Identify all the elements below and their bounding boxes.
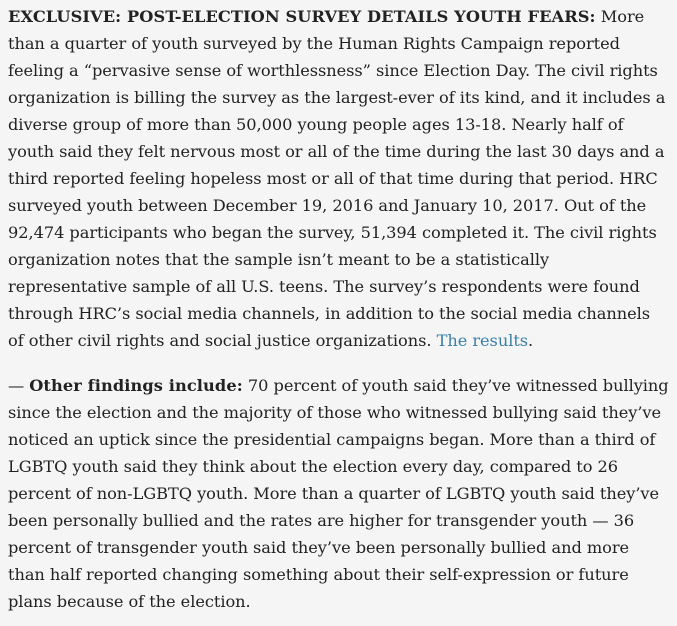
survey-body-text: More than a quarter of youth surveyed by the Human Rights Campaign reported feeling a “pervasive sense of worthlessness” since Election Day. The civil rights organization is billing the survey as the largest-ever of its kind, and it includes a diverse group of more than 50,000 young people ages 13-18. Nearly half of youth said they felt nervous most or all of the time during the last 30 days and a third reported feeling hopeless most or all of that time during that period. HRC surveyed youth between December 19, 2016 and January 10, 2017. Out of the 92,474 participants who began the survey, 51,394 completed it. The civil rights organization notes that the sample isn’t meant to be a statistically representative sample of all U.S. teens. The survey’s respondents were found through HRC’s social media channels, in addition to the social media channels of other civil rights and social justice organizations.	[8, 7, 666, 350]
findings-paragraph	[8, 372, 669, 615]
survey-paragraph	[8, 3, 669, 354]
results-link[interactable]: The results	[436, 331, 529, 350]
findings-body-text: 70 percent of youth said they’ve witnessed bullying since the election and the majority of those who witnessed bullying said they’ve noticed an uptick since the presidential campaigns began. More than a third of LGBTQ youth said they think about the election every day, compared to 26 percent of non-LGBTQ youth. More than a quarter of LGBTQ youth said they’ve been personally bullied and the rates are higher for transgender youth — 36 percent of transgender youth said they’ve been personally bullied and more than half reported changing something about their self-expression or future plans because of the election.	[8, 376, 669, 611]
survey-headline: EXCLUSIVE: POST-ELECTION SURVEY DETAILS YOUTH FEARS:	[8, 7, 596, 26]
findings-dash: —	[8, 376, 30, 395]
survey-end-punctuation: .	[528, 331, 534, 350]
findings-headline: Other findings include:	[29, 376, 243, 395]
